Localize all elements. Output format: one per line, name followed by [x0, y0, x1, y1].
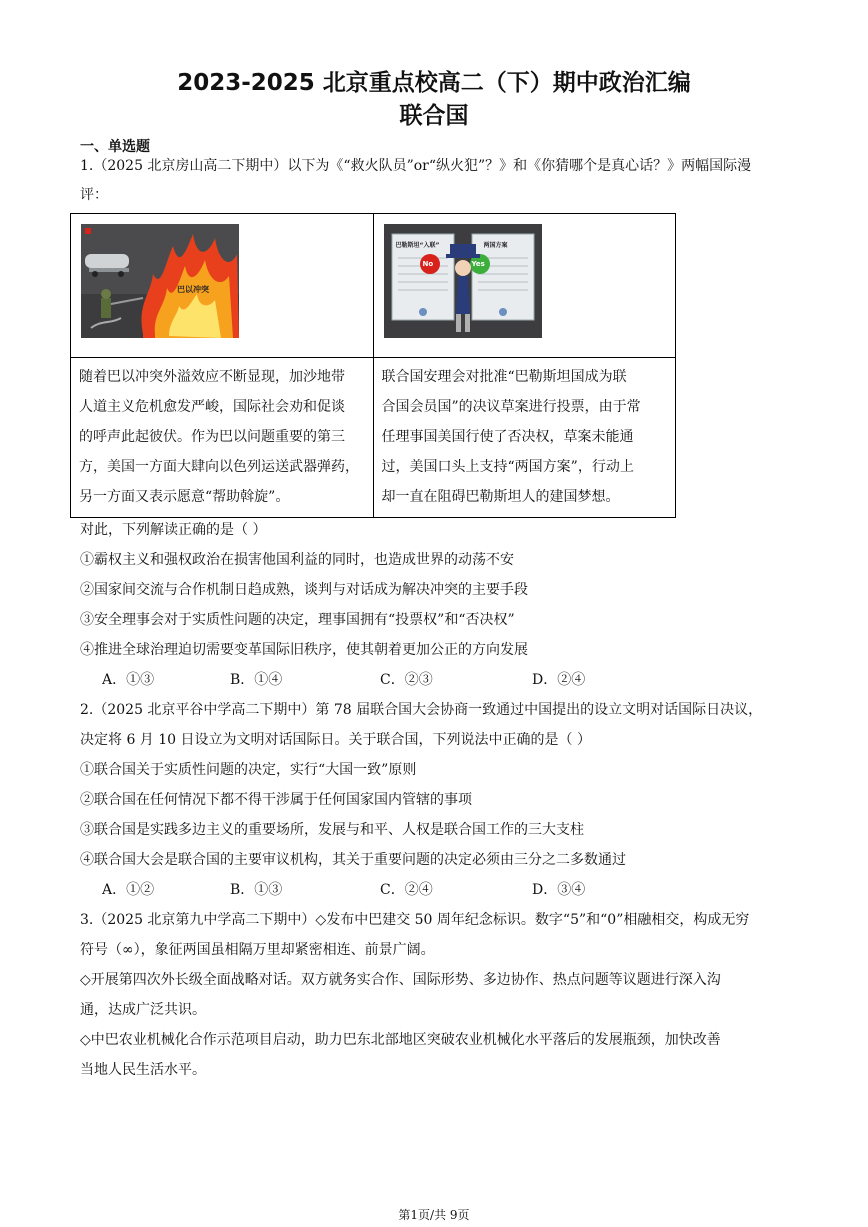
q1-option-b[interactable]: B．①④ [230, 672, 283, 688]
q1-lead: 对此，下列解读正确的是（ ） [80, 522, 267, 538]
q1-option-d[interactable]: D．②④ [532, 672, 586, 688]
q2-statement-3: ③联合国是实践多边主义的重要场所，发展与和平、人权是联合国工作的三大支柱 [80, 822, 584, 838]
q3-line-1: 3.（2025 北京第九中学高二下期中）◇发布中巴建交 50 周年纪念标识。数字“5”和“0”相融相交，构成无穷 [80, 912, 750, 928]
q1-stem-line-2: 评： [80, 187, 108, 203]
q1-statement-4: ④推进全球治理迫切需要变革国际旧秩序，使其朝着更加公正的方向发展 [80, 642, 528, 658]
page-footer: 第1页/共 9页 [398, 1208, 470, 1222]
cartoon-no-sign: No [422, 260, 434, 268]
firefighter-cartoon-image [81, 224, 239, 338]
q2-option-a[interactable]: A．①② [102, 882, 155, 898]
q3-line-6: 当地人民生活水平。 [80, 1062, 206, 1078]
q2-option-c[interactable]: C．②④ [380, 882, 433, 898]
q1-stem-line-1: 1.（2025 北京房山高二下期中）以下为《“救火队员”or“纵火犯”？》和《你猜哪个是真心话？》两幅国际漫 [80, 158, 752, 174]
q2-stem-line-2: 决定将 6 月 10 日设立为文明对话国际日。关于联合国，下列说法中正确的是（ ） [80, 732, 591, 748]
q2-statement-2: ②联合国在任何情况下都不得干涉属于任何国家国内管辖的事项 [80, 792, 472, 808]
cartoon-right-caption-left: 巴勒斯坦“入联” [395, 242, 440, 249]
left-desc-line: 随着巴以冲突外溢效应不断显现，加沙地带 [79, 369, 345, 385]
q2-statement-4: ④联合国大会是联合国的主要审议机构，其关于重要问题的决定必须由三分之二多数通过 [80, 852, 626, 868]
q2-stem-line-1: 2.（2025 北京平谷中学高二下期中）第 78 届联合国大会协商一致通过中国提出的设立文明对话国际日决议， [80, 702, 763, 718]
cartoon-right-description [373, 358, 676, 518]
left-desc-line: 人道主义危机愈发严峻，国际社会劝和促谈 [79, 399, 345, 415]
cartoon-right-caption-right: 两国方案 [483, 242, 508, 249]
q3-line-4: 通，达成广泛共识。 [80, 1002, 206, 1018]
cartoon-cell-left [71, 214, 374, 358]
q3-line-2: 符号（∞），象征两国虽相隔万里却紧密相连、前景广阔。 [80, 942, 435, 958]
left-desc-line: 的呼声此起彼伏。作为巴以问题重要的第三 [79, 429, 345, 445]
left-desc-line: 另一方面又表示愿意“帮助斡旋”。 [79, 489, 290, 505]
section-heading: 一、单选题 [80, 139, 150, 155]
right-desc-line: 过，美国口头上支持“两国方案”，行动上 [381, 459, 634, 475]
cartoon-yes-sign: Yes [471, 260, 485, 268]
two-faced-cartoon-image [384, 224, 542, 338]
fire-illustration [81, 224, 239, 338]
right-desc-line: 联合国安理会对批准“巴勒斯坦国成为联 [381, 369, 627, 385]
left-desc-line: 方，美国一方面大肆向以色列运送武器弹药， [79, 459, 359, 475]
right-desc-line: 合国会员国”的决议草案进行投票，由于常 [381, 399, 641, 415]
q3-line-3: ◇开展第四次外长级全面战略对话。双方就务实合作、国际形势、多边协作、热点问题等议题进行深入沟 [80, 972, 721, 988]
q1-option-a[interactable]: A．①③ [102, 672, 155, 688]
q1-statement-1: ①霸权主义和强权政治在损害他国利益的同时，也造成世界的动荡不安 [80, 552, 514, 568]
right-desc-line: 任理事国美国行使了否决权，草案未能通 [381, 429, 634, 445]
q3-line-5: ◇中巴农业机械化合作示范项目启动，助力巴东北部地区突破农业机械化水平落后的发展瓶颈，加快改善 [80, 1032, 721, 1048]
q2-statement-1: ①联合国关于实质性问题的决定，实行“大国一致”原则 [80, 762, 417, 778]
document-title: 2023-2025 北京重点校高二（下）期中政治汇编 [177, 70, 691, 96]
q2-option-d[interactable]: D．③④ [532, 882, 586, 898]
cartoon-left-caption: 巴以冲突 [177, 285, 209, 294]
cartoon-cell-right [373, 214, 676, 358]
document-subtitle: 联合国 [399, 103, 469, 129]
right-desc-line: 却一直在阻碍巴勒斯坦人的建国梦想。 [381, 489, 620, 505]
q1-statement-3: ③安全理事会对于实质性问题的决定，理事国拥有“投票权”和“否决权” [80, 612, 515, 628]
cartoon-left-description [71, 358, 374, 518]
q1-option-c[interactable]: C．②③ [380, 672, 433, 688]
q1-statement-2: ②国家间交流与合作机制日趋成熟，谈判与对话成为解决冲突的主要手段 [80, 582, 528, 598]
cartoon-comparison-table [70, 213, 676, 518]
q2-option-b[interactable]: B．①③ [230, 882, 283, 898]
